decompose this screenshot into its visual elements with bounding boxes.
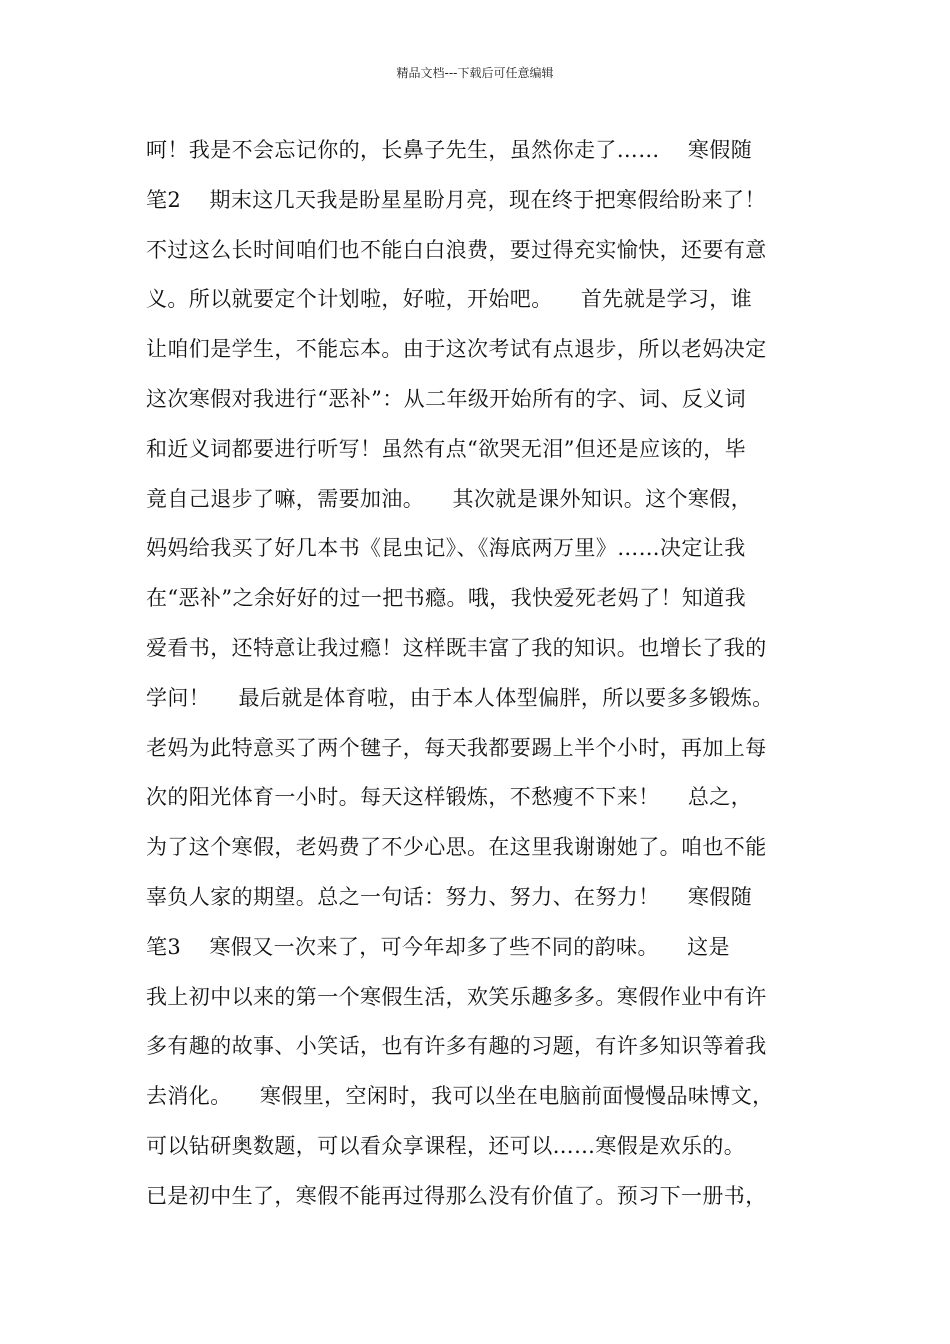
text-line: 笔3 寒假又一次来了，可今年却多了些不同的韵味。 这是 — [146, 934, 730, 959]
text-line: 爱看书，还特意让我过瘾！这样既丰富了我的知识。也增长了我的 — [146, 635, 767, 660]
text-line: 竟自己退步了嘛，需要加油。 其次就是课外知识。这个寒假， — [146, 486, 753, 511]
text-line: 让咱们是学生，不能忘本。由于这次考试有点退步，所以老妈决定 — [146, 337, 767, 362]
text-line: 在“恶补”之余好好的过一把书瘾。哦，我快爱死老妈了！知道我 — [146, 586, 747, 611]
text-line: 笔2 期末这几天我是盼星星盼月亮，现在终于把寒假给盼来了！ — [146, 187, 766, 212]
text-line: 妈妈给我买了好几本书《昆虫记》、《海底两万里》……决定让我 — [146, 536, 746, 561]
document-body — [146, 126, 836, 1222]
text-line: 老妈为此特意买了两个毽子，每天我都要踢上半个小时，再加上每 — [146, 735, 767, 760]
text-line: 呵！我是不会忘记你的，长鼻子先生，虽然你走了…… 寒假随 — [146, 138, 753, 162]
text-line: 为了这个寒假，老妈费了不少心思。在这里我谢谢她了。咱也不能 — [146, 835, 767, 860]
text-line: 我上初中以来的第一个寒假生活，欢笑乐趣多多。寒假作业中有许 — [146, 984, 767, 1009]
page-header: 精品文档---下载后可任意编辑 — [396, 66, 554, 80]
text-line: 这次寒假对我进行“恶补”：从二年级开始所有的字、词、反义词 — [146, 386, 747, 411]
text-line: 学问！ 最后就是体育啦，由于本人体型偏胖，所以要多多锻炼。 — [146, 685, 774, 710]
text-line: 不过这么长时间咱们也不能白白浪费，要过得充实愉快，还要有意 — [146, 237, 767, 262]
text-line: 多有趣的故事、小笑话，也有许多有趣的习题，有许多知识等着我 — [146, 1034, 767, 1059]
text-line: 辜负人家的期望。总之一句话：努力、努力、在努力！ 寒假随 — [146, 884, 753, 909]
text-line: 和近义词都要进行听写！虽然有点“欲哭无泪”但还是应该的，毕 — [146, 436, 747, 461]
text-line: 可以钻研奥数题，可以看众享课程，还可以……寒假是欢乐的。 — [146, 1133, 746, 1158]
text-line: 次的阳光体育一小时。每天这样锻炼，不愁瘦不下来！ 总之， — [146, 785, 753, 810]
text-line: 义。所以就要定个计划啦，好啦，开始吧。 首先就是学习，谁 — [146, 287, 753, 312]
text-line: 去消化。 寒假里，空闲时，我可以坐在电脑前面慢慢品味博文， — [146, 1084, 774, 1109]
text-line: 已是初中生了，寒假不能再过得那么没有价值了。预习下一册书， — [146, 1183, 767, 1208]
